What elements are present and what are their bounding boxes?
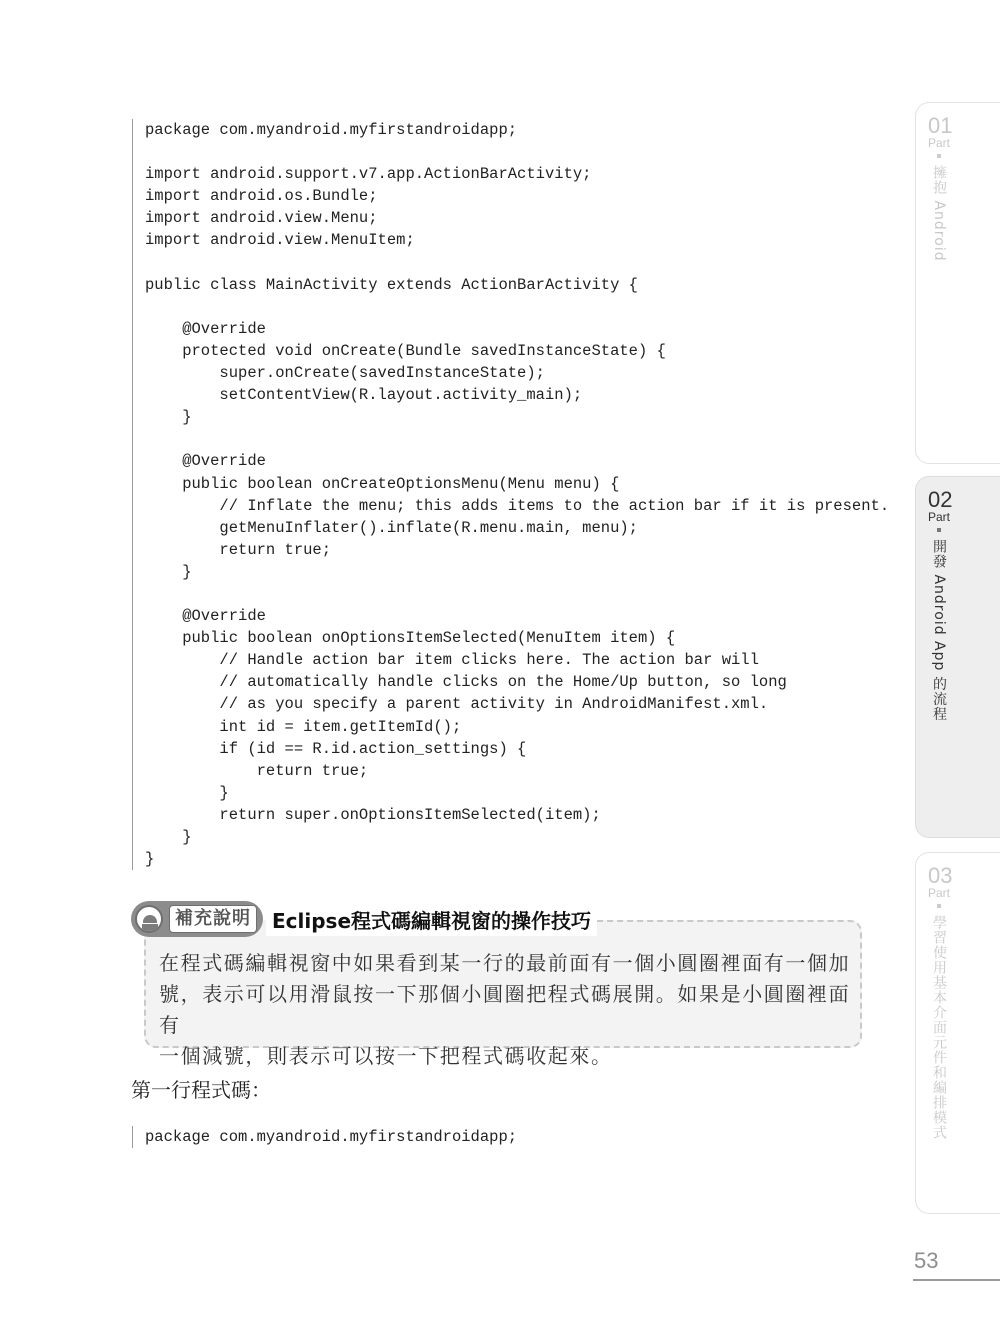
chapter-tab-03[interactable]	[915, 852, 1000, 1214]
code-line: // automatically handle clicks on the Home/Up button, so long	[145, 673, 787, 692]
tip-text-line: 在程式碼編輯視窗中如果看到某一行的最前面有一個小圓圈裡面有一個加	[159, 951, 851, 975]
code-line: int id = item.getItemId();	[145, 717, 462, 736]
bullet-icon	[937, 528, 941, 532]
code-line: import android.support.v7.app.ActionBarActivity;	[145, 165, 592, 184]
tab-number: 02	[928, 487, 953, 512]
code-line	[145, 296, 889, 318]
code-line: import android.view.Menu;	[145, 209, 378, 228]
code-line: protected void onCreate(Bundle savedInstanceState) {	[145, 341, 666, 360]
tip-badge-label: 補充說明	[169, 905, 257, 933]
code-line: @Override	[145, 607, 266, 626]
tip-title: Eclipse程式碼編輯視窗的操作技巧	[266, 906, 597, 936]
code-line: }	[145, 408, 192, 427]
code-line	[145, 141, 889, 163]
tab-title: 開發 Android App 的流程	[931, 539, 947, 722]
tab-part-label: Part	[928, 510, 951, 524]
tip-badge	[131, 901, 263, 937]
code-line: // Handle action bar item clicks here. The action bar will	[145, 651, 759, 670]
code-line: package com.myandroid.myfirstandroidapp;	[145, 1128, 518, 1146]
code-listing-main	[132, 119, 889, 870]
code-line: if (id == R.id.action_settings) {	[145, 739, 527, 758]
bullet-icon	[937, 904, 941, 908]
code-line: }	[145, 828, 192, 846]
code-line	[145, 252, 889, 274]
code-line: return true;	[145, 761, 369, 780]
tab-number: 03	[928, 863, 953, 888]
android-icon	[135, 905, 163, 933]
chapter-tab-02[interactable]	[915, 476, 1000, 838]
tab-title: 擁抱 Android	[931, 165, 947, 262]
code-line: // as you specify a parent activity in AndroidManifest.xml.	[145, 695, 769, 714]
page-number-rule	[913, 1279, 1000, 1281]
page-number: 53	[914, 1248, 939, 1273]
body-paragraph: 第一行程式碼：	[131, 1078, 271, 1102]
code-line: super.onCreate(savedInstanceState);	[145, 364, 545, 383]
code-line: import android.view.MenuItem;	[145, 231, 415, 250]
bullet-icon	[937, 154, 941, 158]
code-line: getMenuInflater().inflate(R.menu.main, menu);	[145, 518, 638, 537]
code-line: public class MainActivity extends ActionBarActivity {	[145, 275, 638, 294]
code-line: }	[145, 562, 192, 581]
code-line: setContentView(R.layout.activity_main);	[145, 386, 583, 405]
code-line: public boolean onOptionsItemSelected(MenuItem item) {	[145, 629, 676, 648]
code-line: import android.os.Bundle;	[145, 187, 378, 206]
code-line: return true;	[145, 540, 332, 559]
code-line: }	[145, 850, 155, 869]
tab-part-label: Part	[928, 886, 951, 900]
tab-part-label: Part	[928, 136, 951, 150]
code-line: public boolean onCreateOptionsMenu(Menu menu) {	[145, 474, 620, 493]
tip-text	[159, 948, 859, 1072]
chapter-tab-01[interactable]	[915, 102, 1000, 464]
code-line: @Override	[145, 452, 266, 471]
tip-text-line: 號，表示可以用滑鼠按一下那個小圓圈把程式碼展開。如果是小圓圈裡面有	[159, 982, 851, 1037]
code-line: @Override	[145, 319, 266, 338]
tip-text-line: 一個減號，則表示可以按一下把程式碼收起來。	[159, 1044, 613, 1068]
code-line	[145, 428, 889, 450]
tab-number: 01	[928, 113, 953, 138]
code-line: }	[145, 783, 229, 802]
code-line: return super.onOptionsItemSelected(item);	[145, 805, 601, 824]
tab-title: 學習使用基本介面元件和編排模式	[931, 915, 947, 1140]
code-line: package com.myandroid.myfirstandroidapp;	[145, 121, 518, 139]
code-listing-first-line	[132, 1126, 517, 1148]
code-line	[145, 583, 889, 605]
code-line: // Inflate the menu; this adds items to the action bar if it is present.	[145, 496, 890, 515]
